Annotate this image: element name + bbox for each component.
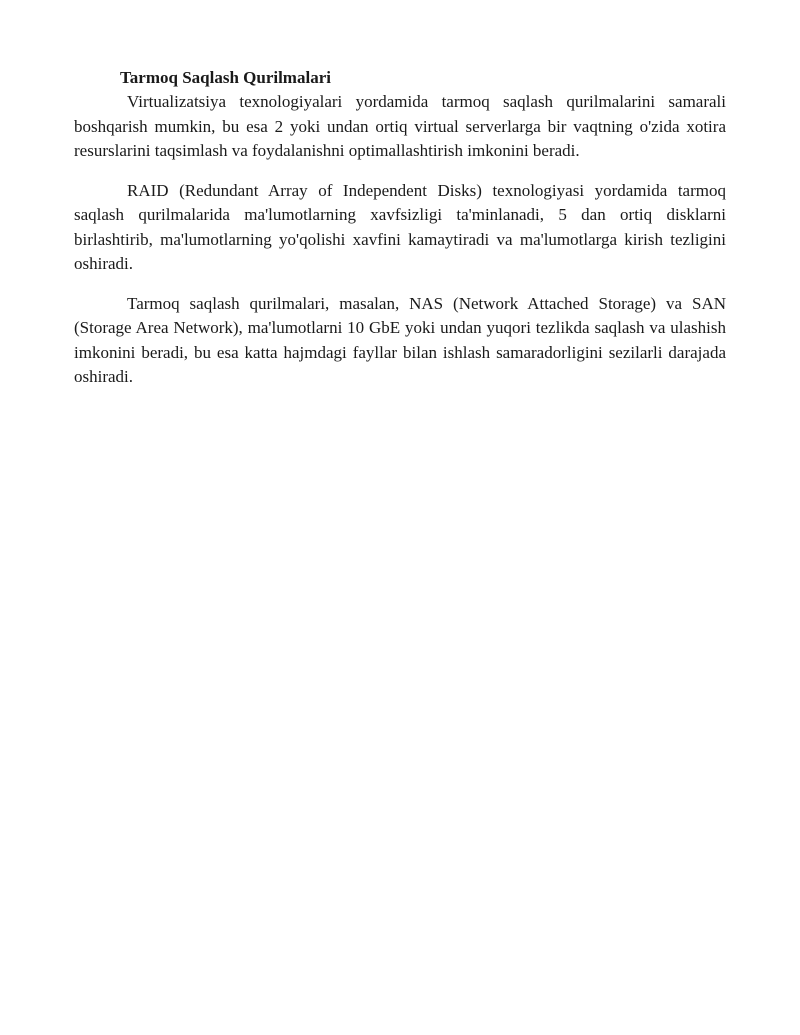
document-body — [74, 66, 726, 405]
paragraph-nas-san: Tarmoq saqlash qurilmalari, masalan, NAS (Network Attached Storage) va SAN (Storage Area Network), ma'lumotlarni 10 GbE yoki undan yuqori tezlikda saqlash va ulashish imkonini beradi, bu esa katta hajmdagi fayllar bilan ishlash samaradorligini sezilarli darajada oshiradi. — [74, 293, 726, 386]
section-heading: Tarmoq Saqlash Qurilmalari — [120, 68, 331, 87]
paragraph-virtualization: Virtualizatsiya texnologiyalari yordamida tarmoq saqlash qurilmalarini samarali boshqarish mumkin, bu esa 2 yoki undan ortiq virtual serverlarga bir vaqtning o'zida xotira resurslarini taqsimlash va foydalanishni optimallashtirish imkonini beradi. — [74, 92, 726, 160]
paragraph-raid: RAID (Redundant Array of Independent Disks) texnologiyasi yordamida tarmoq saqlash qurilmalarida ma'lumotlarning xavfsizligi ta'minlanadi, 5 dan ortiq disklarni birlashtirib, ma'lumotlarning yo'qolishi xavfini kamaytiradi va ma'lumotlarga kirish tezligini oshiradi. — [74, 180, 726, 273]
